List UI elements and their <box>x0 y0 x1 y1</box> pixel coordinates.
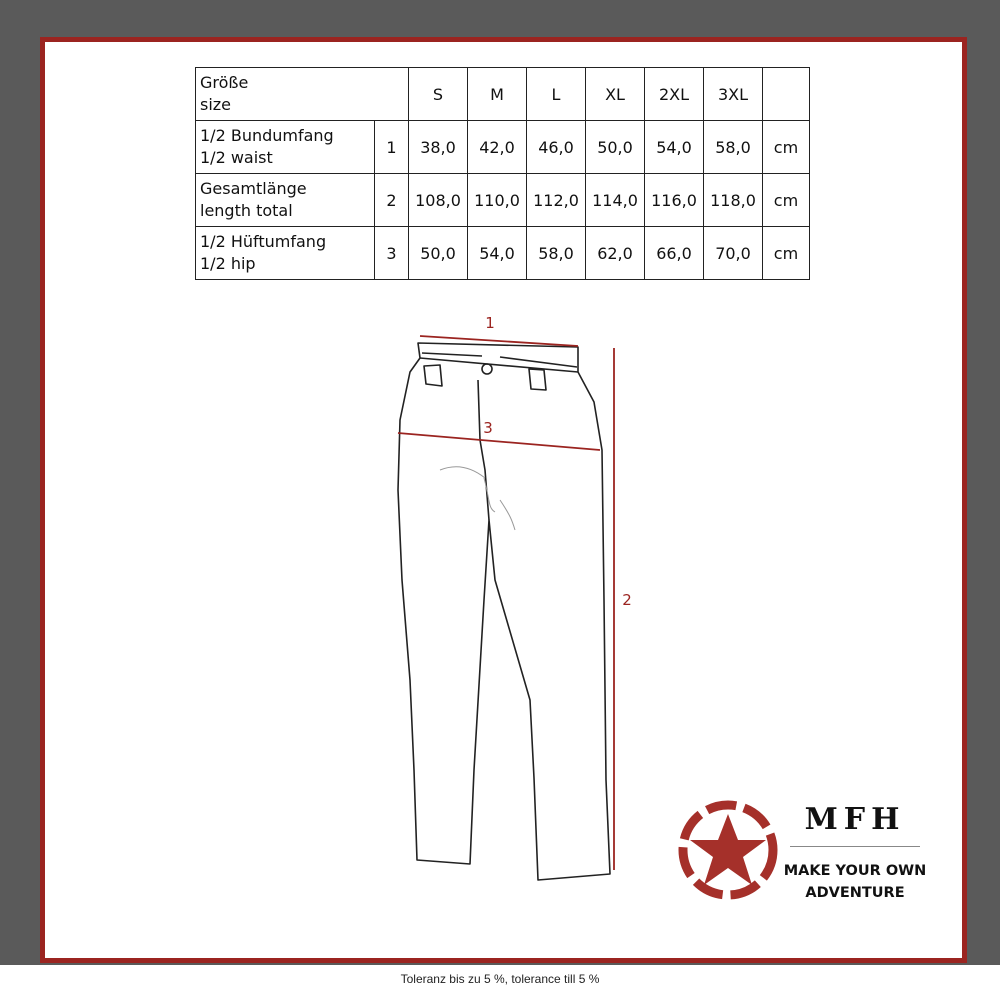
hip-measure-line <box>398 433 600 450</box>
trousers-diagram <box>360 305 660 885</box>
table-cell: 42,0 <box>468 121 527 174</box>
table-cell: 50,0 <box>586 121 645 174</box>
table-cell: 38,0 <box>409 121 468 174</box>
size-header: M <box>468 68 527 121</box>
row-label-de: Gesamtlänge <box>200 179 307 198</box>
length-marker: 2 <box>622 591 632 609</box>
row-label-de: 1/2 Bundumfang <box>200 126 334 145</box>
table-cell: 114,0 <box>586 174 645 227</box>
table-cell: 110,0 <box>468 174 527 227</box>
table-row <box>196 121 810 174</box>
table-cell: 54,0 <box>468 227 527 280</box>
table-cell: 66,0 <box>645 227 704 280</box>
size-header: 2XL <box>645 68 704 121</box>
size-header: S <box>409 68 468 121</box>
row-label-cell <box>196 174 375 227</box>
table-row <box>196 174 810 227</box>
row-number: 1 <box>375 121 409 174</box>
trousers-outline-icon <box>398 343 610 880</box>
star-logo-icon <box>678 800 778 900</box>
unit-cell: cm <box>763 227 810 280</box>
hip-marker: 3 <box>483 419 493 437</box>
row-label-de: 1/2 Hüftumfang <box>200 232 327 251</box>
table-cell: 62,0 <box>586 227 645 280</box>
table-header-row <box>196 68 810 121</box>
row-label-cell <box>196 121 375 174</box>
table-cell: 58,0 <box>704 121 763 174</box>
table-row <box>196 227 810 280</box>
size-header: 3XL <box>704 68 763 121</box>
unit-cell: cm <box>763 121 810 174</box>
header-label-de: Größe <box>200 73 249 92</box>
table-cell: 118,0 <box>704 174 763 227</box>
tolerance-note: Toleranz bis zu 5 %, tolerance till 5 % <box>400 972 600 986</box>
table-cell: 50,0 <box>409 227 468 280</box>
table-cell: 112,0 <box>527 174 586 227</box>
brand-divider <box>790 846 920 847</box>
row-label-en: 1/2 waist <box>200 148 273 167</box>
table-cell: 116,0 <box>645 174 704 227</box>
table-cell: 58,0 <box>527 227 586 280</box>
unit-header-empty <box>763 68 810 121</box>
table-cell: 70,0 <box>704 227 763 280</box>
size-chart-table <box>195 67 810 280</box>
brand-slogan <box>775 860 935 904</box>
unit-cell: cm <box>763 174 810 227</box>
table-cell: 46,0 <box>527 121 586 174</box>
measure-lines <box>398 336 614 870</box>
table-cell: 54,0 <box>645 121 704 174</box>
row-label-en: length total <box>200 201 293 220</box>
waist-marker: 1 <box>485 314 495 332</box>
table-cell: 108,0 <box>409 174 468 227</box>
row-number: 2 <box>375 174 409 227</box>
brand-name: MFH <box>804 802 906 837</box>
slogan-line-1: MAKE YOUR OWN <box>783 863 927 879</box>
row-number: 3 <box>375 227 409 280</box>
header-label-en: size <box>200 95 232 114</box>
size-header: XL <box>586 68 645 121</box>
row-label-cell <box>196 227 375 280</box>
header-label-cell <box>196 68 409 121</box>
slogan-line-2: ADVENTURE <box>805 885 905 901</box>
row-label-en: 1/2 hip <box>200 254 256 273</box>
size-header: L <box>527 68 586 121</box>
